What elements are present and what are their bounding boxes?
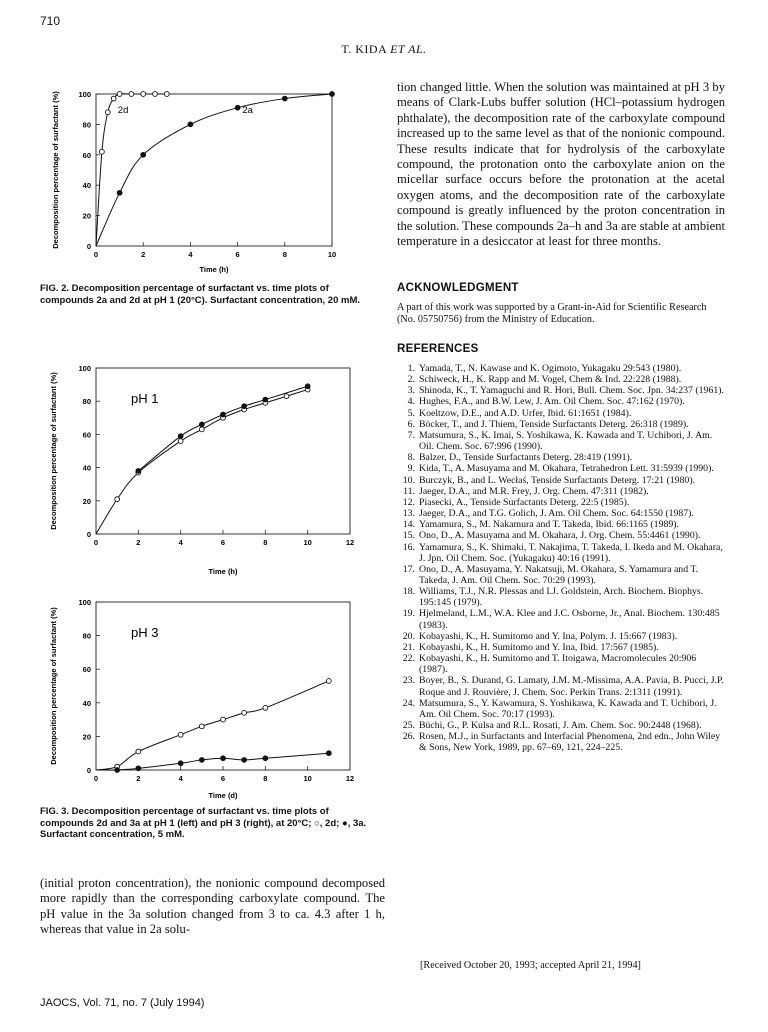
reference-number: 7. bbox=[407, 429, 415, 441]
data-point bbox=[235, 105, 240, 110]
left-body-paragraph: (initial proton concentration), the nonionic compound decomposed more rapidly than the corresponding carboxylate compound. The pH value in the 3a solution changed from 3 to ca. 4.3 after 1 h, whereas that value in 2a solu- bbox=[40, 876, 385, 937]
reference-text: Koeltzow, D.E., and A.D. Urfer, Ibid. 61:1651 (1984). bbox=[419, 407, 632, 419]
x-tick-label: 0 bbox=[93, 774, 99, 783]
reference-item bbox=[397, 452, 727, 463]
x-tick-label: 10 bbox=[303, 538, 312, 547]
data-point bbox=[141, 92, 146, 97]
reference-item bbox=[397, 419, 727, 430]
y-tick-label: 0 bbox=[86, 766, 91, 775]
reference-text: Böcker, T., and J. Thiem, Tenside Surfactants Deterg. 26:318 (1989). bbox=[419, 418, 689, 430]
reference-number: 19. bbox=[402, 608, 415, 620]
reference-item bbox=[397, 508, 727, 519]
reference-number: 23. bbox=[402, 675, 415, 687]
y-tick-label: 100 bbox=[78, 364, 91, 373]
data-point bbox=[199, 427, 204, 432]
reference-number: 10. bbox=[402, 474, 415, 486]
reference-text: Hughes, F.A., and B.W. Lew, J. Am. Oil Chem. Soc. 47:162 (1970). bbox=[419, 396, 685, 408]
data-point bbox=[199, 758, 204, 763]
reference-item bbox=[397, 586, 727, 608]
running-head bbox=[0, 42, 768, 57]
reference-text: Williams, T.J., N.R. Plessas and I.J. Goldstein, Arch. Biochem. Biophys. 195:145 (1979). bbox=[419, 586, 704, 609]
data-point bbox=[221, 412, 226, 417]
reference-text: Hjelmeland, L.M., W.A. Klee and J.C. Osborne, Jr., Anal. Biochem. 130:485 (1983). bbox=[419, 608, 720, 631]
reference-text: Ono, D., A. Masuyama, Y. Nakatsuji, M. Okahara, S. Yamamura and T. Takeda, J. Am. Oil Chem. Soc. 70:29 (1993). bbox=[419, 563, 699, 586]
y-tick-label: 80 bbox=[82, 120, 91, 130]
data-point bbox=[100, 149, 105, 154]
reference-number: 5. bbox=[407, 407, 415, 419]
series-label: 2a bbox=[242, 105, 253, 117]
reference-item bbox=[397, 564, 727, 586]
data-point bbox=[136, 469, 141, 474]
reference-number: 11. bbox=[403, 485, 415, 497]
reference-text: Matsumura, S., K. Imai, S. Yoshikawa, K. Kawada and T. Uchibori, J. Am. Oil. Chem. Soc. 67:996 (1990). bbox=[419, 429, 713, 453]
y-tick-label: 40 bbox=[82, 181, 91, 191]
reference-number: 22. bbox=[402, 653, 415, 665]
journal-footer: JAOCS, Vol. 71, no. 7 (July 1994) bbox=[40, 997, 205, 1009]
y-tick-label: 60 bbox=[82, 430, 91, 440]
x-tick-label: 8 bbox=[282, 250, 287, 259]
reference-number: 15. bbox=[402, 530, 415, 542]
data-point bbox=[263, 397, 268, 402]
figure-2-caption: FIG. 2. Decomposition percentage of surfactant vs. time plots of compounds 2a and 2d at pH 1 (20°C). Surfactant concentration, 20 mM. bbox=[40, 283, 360, 306]
data-point bbox=[242, 404, 247, 409]
x-tick-label: 12 bbox=[345, 774, 355, 783]
x-tick-label: 10 bbox=[327, 250, 337, 259]
reference-item bbox=[397, 430, 727, 452]
data-point bbox=[136, 749, 141, 754]
reference-number: 4. bbox=[407, 396, 415, 408]
x-tick-label: 0 bbox=[93, 538, 99, 547]
x-tick-label: 2 bbox=[136, 538, 141, 547]
data-point bbox=[111, 96, 116, 101]
y-axis-label: Decomposition percentage of surfactant (%) bbox=[49, 372, 58, 530]
data-point bbox=[263, 756, 268, 761]
reference-number: 14. bbox=[402, 519, 415, 531]
reference-number: 20. bbox=[402, 630, 415, 642]
reference-item bbox=[397, 642, 727, 653]
reference-number: 24. bbox=[402, 697, 415, 709]
reference-number: 8. bbox=[407, 452, 415, 464]
reference-text: Yamada, T., N. Kawase and K. Ogimoto, Yukagaku 29:543 (1980). bbox=[419, 363, 682, 374]
reference-item bbox=[397, 408, 727, 419]
reference-item bbox=[397, 497, 727, 508]
reference-item bbox=[397, 374, 727, 385]
y-tick-label: 0 bbox=[86, 530, 91, 539]
data-point bbox=[282, 96, 287, 101]
reference-text: Ono, D., A. Masuyama and M. Okahara, J. Org. Chem. 55:4461 (1990). bbox=[419, 530, 701, 542]
data-point bbox=[115, 497, 120, 502]
reference-number: 26. bbox=[402, 731, 415, 743]
y-tick-label: 100 bbox=[78, 90, 91, 99]
y-tick-label: 40 bbox=[82, 463, 91, 473]
reference-item bbox=[397, 519, 727, 530]
data-point bbox=[105, 110, 110, 115]
references-heading: REFERENCES bbox=[397, 343, 479, 355]
x-tick-label: 2 bbox=[141, 250, 146, 259]
x-tick-label: 12 bbox=[345, 538, 355, 547]
data-point bbox=[117, 92, 122, 97]
data-point bbox=[178, 732, 183, 737]
data-point bbox=[221, 717, 226, 722]
x-tick-label: 8 bbox=[263, 774, 268, 783]
ph-annotation: pH 3 bbox=[131, 625, 159, 640]
reference-text: Boyer, B., S. Durand, G. Lamaty, J.M. M.-Missima, A.A. Pavia, B. Pucci, J.P. Roque and J. Rouvière, J. Chem. Soc. Perkin Trans. 2:1311 (1991). bbox=[419, 675, 724, 698]
data-point bbox=[242, 758, 247, 763]
data-point bbox=[221, 756, 226, 761]
acknowledgment-text: A part of this work was supported by a Grant-in-Aid for Scientific Research (No. 05750756) from the Ministry of Education. bbox=[397, 302, 707, 326]
data-point bbox=[115, 768, 120, 773]
reference-number: 16. bbox=[402, 541, 415, 553]
x-tick-label: 8 bbox=[263, 538, 268, 547]
reference-item bbox=[397, 542, 727, 564]
y-tick-label: 20 bbox=[82, 732, 91, 742]
reference-number: 6. bbox=[407, 418, 415, 430]
reference-item bbox=[397, 653, 727, 675]
reference-text: Piasecki, A., Tenside Surfactants Deterg. 22:5 (1985). bbox=[419, 496, 630, 508]
data-point bbox=[199, 422, 204, 427]
reference-item bbox=[397, 475, 727, 486]
running-head-etal: ET AL. bbox=[390, 42, 427, 56]
y-tick-label: 0 bbox=[86, 242, 91, 251]
reference-text: Jaeger, D.A., and M.R. Frey, J. Org. Chem. 47:311 (1982). bbox=[419, 485, 649, 497]
x-tick-label: 0 bbox=[93, 250, 99, 259]
running-head-authors: T. KIDA bbox=[341, 42, 391, 56]
y-tick-label: 60 bbox=[82, 150, 91, 160]
reference-list bbox=[397, 363, 727, 753]
data-point bbox=[330, 92, 335, 97]
x-tick-label: 4 bbox=[178, 774, 183, 783]
data-point bbox=[284, 394, 289, 399]
y-tick-label: 80 bbox=[82, 397, 91, 407]
reference-number: 2. bbox=[407, 374, 415, 386]
reference-text: Yamamura, S., M. Nakamura and T. Takeda, Ibid. 66:1165 (1989). bbox=[419, 519, 679, 531]
reference-number: 9. bbox=[407, 463, 415, 475]
x-axis-label: Time (h) bbox=[208, 567, 238, 576]
series-line bbox=[96, 681, 329, 770]
x-axis-label: Time (d) bbox=[208, 791, 238, 800]
reference-text: Kobayashi, K., H. Sumitomo and Y. Ina, Polym. J. 15:667 (1983). bbox=[419, 630, 678, 642]
data-point bbox=[136, 766, 141, 771]
series-label: 2d bbox=[117, 105, 129, 117]
reference-item bbox=[397, 486, 727, 497]
data-point bbox=[178, 439, 183, 444]
reference-number: 12. bbox=[402, 496, 415, 508]
data-point bbox=[129, 92, 134, 97]
data-point bbox=[178, 761, 183, 766]
acknowledgment-heading: ACKNOWLEDGMENT bbox=[397, 282, 519, 294]
y-tick-label: 80 bbox=[82, 631, 91, 641]
y-tick-label: 40 bbox=[82, 698, 91, 708]
data-point bbox=[178, 434, 183, 439]
reference-text: Yamamura, S., K. Shimaki, T. Nakajima, T. Takeda, I. Ikeda and M. Okahara, J. Jpn. Oil Chem. Soc. (Yukagaku) 40:16 (1991). bbox=[419, 541, 723, 564]
reference-item bbox=[397, 530, 727, 541]
data-point bbox=[242, 710, 247, 715]
y-tick-label: 60 bbox=[82, 665, 91, 675]
reference-number: 13. bbox=[402, 508, 415, 520]
reference-text: Jaeger, D.A., and T.G. Golich, J. Am. Oil Chem. Soc. 64:1550 (1987). bbox=[419, 508, 694, 520]
data-point bbox=[164, 92, 169, 97]
data-point bbox=[153, 92, 158, 97]
right-body-paragraph: tion changed little. When the solution was maintained at pH 3 by means of Clark-Lubs buffer solution (HCl–potassium hydrogen phthalate), the decomposition rate of the carboxylate compound increased up to the same level as that of the nonionic compound. These results indicate that for hydrolysis of the carboxylate compound, the protonation onto the carboxylate anion on the micellar surface occurs before the protonation at the acetal oxygen atoms, and the decomposition rate of the carboxylate compound is greatly influenced by the proton concentration in the solution. These compounds 2a–h and 3a are stable at ambient temperature in a desiccator at least for three months. bbox=[397, 80, 725, 249]
data-point bbox=[117, 190, 122, 195]
reference-item bbox=[397, 463, 727, 474]
x-axis-label: Time (h) bbox=[199, 265, 229, 274]
received-date: [Received October 20, 1993; accepted April 21, 1994] bbox=[420, 960, 641, 971]
reference-item bbox=[397, 675, 727, 697]
x-tick-label: 6 bbox=[220, 538, 226, 547]
reference-item bbox=[397, 385, 727, 396]
reference-text: Rosen, M.J., in Surfactants and Interfacial Phenomena, 2nd edn., John Wiley & Sons, New York, 1989, pp. 67–69, 121, 224–225. bbox=[419, 731, 721, 754]
reference-item bbox=[397, 731, 727, 753]
data-point bbox=[141, 152, 146, 157]
y-tick-label: 20 bbox=[82, 211, 91, 221]
series-line bbox=[138, 386, 307, 471]
x-tick-label: 6 bbox=[235, 250, 240, 259]
page-number: 710 bbox=[40, 14, 61, 28]
reference-item bbox=[397, 608, 727, 630]
reference-item bbox=[397, 363, 727, 374]
data-point bbox=[326, 751, 331, 756]
reference-number: 18. bbox=[402, 586, 415, 598]
y-tick-label: 100 bbox=[78, 598, 91, 607]
reference-text: Büchi, G., P. Kulsa and R.L. Rosati, J. Am. Chem. Soc. 90:2448 (1968). bbox=[419, 720, 702, 731]
reference-number: 21. bbox=[402, 641, 415, 653]
reference-item bbox=[397, 631, 727, 642]
reference-text: Kida, T., A. Masuyama and M. Okahara, Tetrahedron Lett. 31:5939 (1990). bbox=[419, 463, 714, 475]
reference-number: 17. bbox=[402, 563, 415, 575]
reference-item bbox=[397, 720, 727, 731]
y-tick-label: 20 bbox=[82, 496, 91, 506]
data-point bbox=[326, 679, 331, 684]
reference-number: 25. bbox=[402, 720, 415, 731]
data-point bbox=[263, 705, 268, 710]
x-tick-label: 10 bbox=[303, 774, 312, 783]
x-tick-label: 4 bbox=[178, 538, 183, 547]
ph-annotation: pH 1 bbox=[131, 391, 159, 406]
reference-text: Kobayashi, K., H. Sumitomo and Y. Ina, Ibid. 17:567 (1985). bbox=[419, 641, 659, 653]
series-line bbox=[96, 94, 332, 246]
reference-text: Matsumura, S., Y. Kawamura, S. Yoshikawa, K. Kawada and T. Uchibori, J. Am. Oil Chem. Soc. 70:17 (1993). bbox=[419, 697, 717, 720]
data-point bbox=[305, 384, 310, 389]
reference-text: Balzer, D., Tenside Surfactants Deterg. 28:419 (1991). bbox=[419, 452, 633, 464]
figure-3-caption: FIG. 3. Decomposition percentage of surfactant vs. time plots of compounds 2d and 3a at pH 1 (left) and pH 3 (right), at 20°C; ○, 2d; ●, 3a. Surfactant concentration, 5 mM. bbox=[40, 806, 367, 840]
reference-item bbox=[397, 698, 727, 720]
figure-3-ph1-chart bbox=[40, 352, 385, 584]
reference-item bbox=[397, 396, 727, 407]
x-tick-label: 6 bbox=[220, 774, 226, 783]
figure-3-ph3-chart bbox=[40, 586, 385, 804]
reference-text: Kobayashi, K., H. Sumitomo and T. Itoigawa, Macromolecules 20:906 (1987). bbox=[419, 653, 697, 676]
reference-text: Burczyk, B., and L. Wecłaś, Tenside Surfactants Deterg. 17:21 (1980). bbox=[419, 474, 696, 486]
figure-2-chart bbox=[40, 82, 385, 278]
reference-number: 1. bbox=[407, 363, 415, 374]
x-tick-label: 4 bbox=[188, 250, 193, 259]
reference-text: Shinoda, K., T. Yamaguchi and R. Hori, Bull. Chem. Soc. Jpn. 34:237 (1961). bbox=[419, 385, 724, 397]
data-point bbox=[188, 122, 193, 127]
data-point bbox=[199, 724, 204, 729]
y-axis-label: Decomposition percentage of surfactant (%) bbox=[51, 91, 60, 249]
reference-number: 3. bbox=[407, 385, 415, 397]
series-line bbox=[96, 390, 308, 534]
x-tick-label: 2 bbox=[136, 774, 141, 783]
reference-text: Schiweck, H., K. Rapp and M. Vogel, Chem & Ind. 22:228 (1988). bbox=[419, 374, 682, 386]
y-axis-label: Decomposition percentage of surfactant (%) bbox=[49, 607, 58, 765]
